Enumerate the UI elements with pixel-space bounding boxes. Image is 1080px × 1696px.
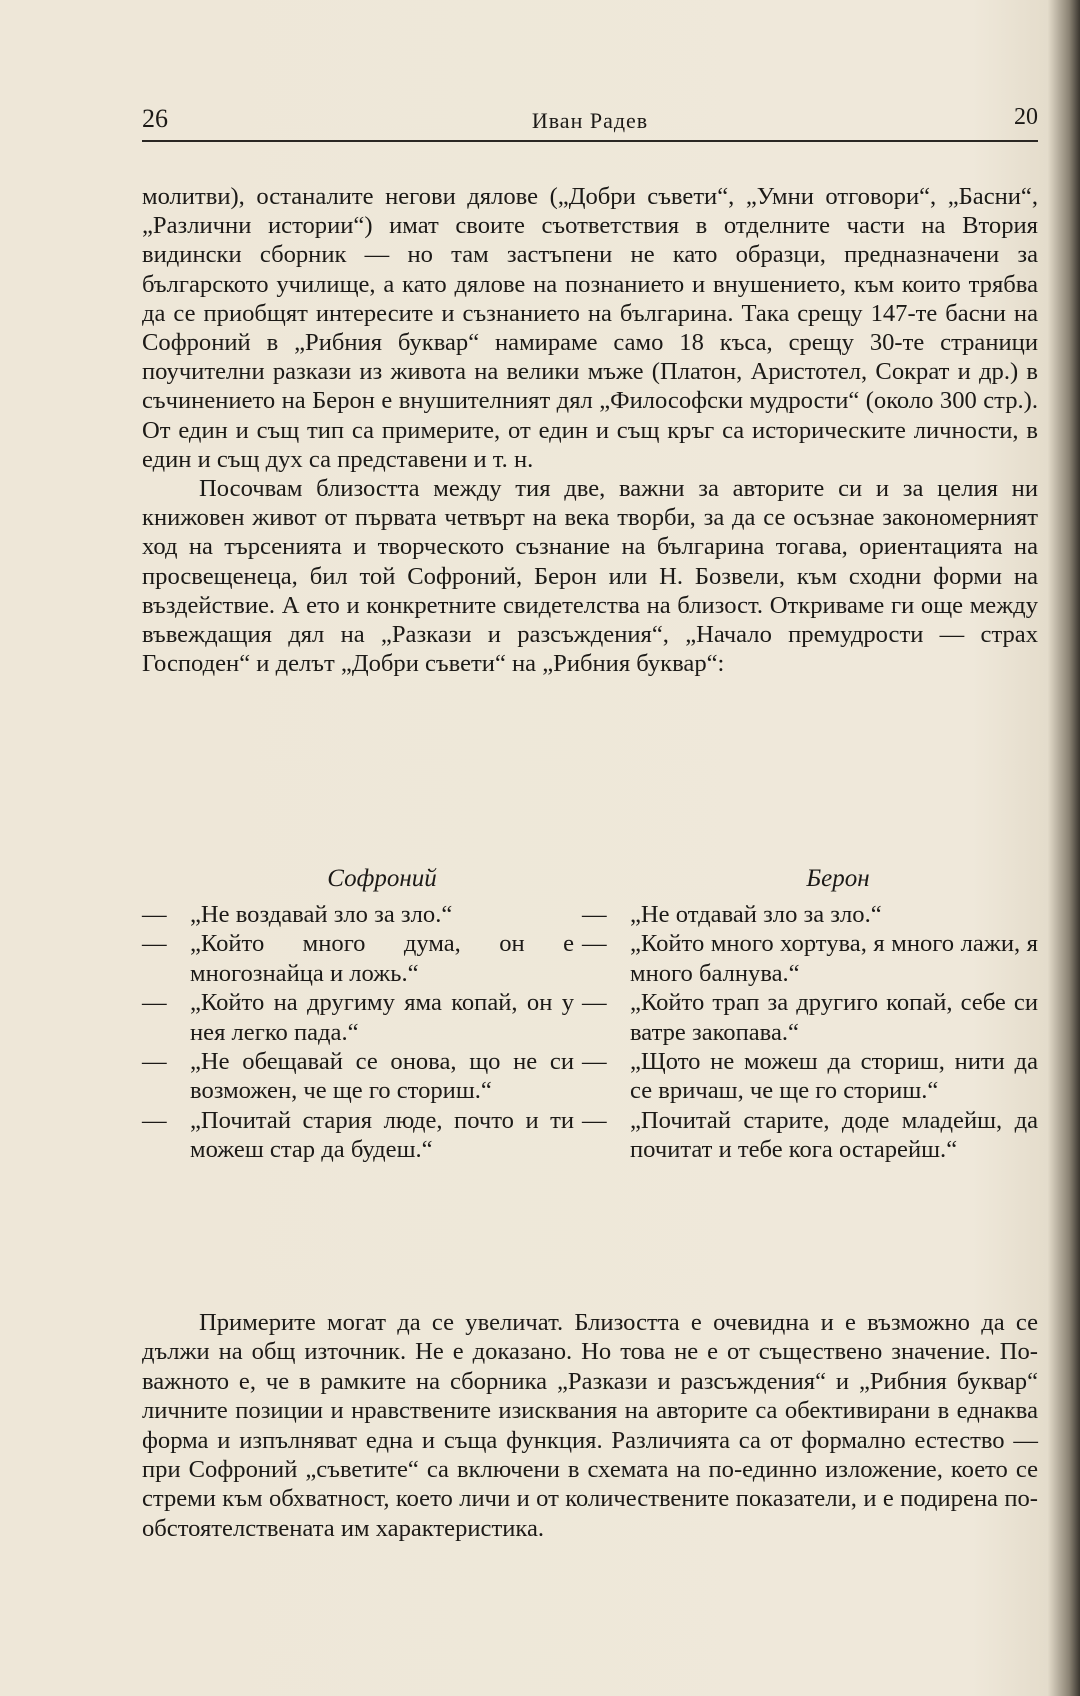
closing-text bbox=[142, 1308, 1038, 1543]
dash: — bbox=[142, 1048, 167, 1076]
quote-pair bbox=[142, 988, 1038, 1047]
sheet-number: 20 bbox=[1014, 104, 1038, 130]
dash: — bbox=[142, 901, 167, 928]
comparison-table bbox=[142, 864, 1038, 1165]
quote-sofroniy: „Почитай стария люде, почто и ти можеш стар да будеш.“ bbox=[190, 1106, 574, 1164]
quote-sofroniy: „Който много дума, он е многознайца и ложь.“ bbox=[190, 930, 574, 987]
header-rule bbox=[142, 140, 1038, 142]
quote-beron: „Който трап за другиго копай, себе си ватре закопава.“ bbox=[630, 989, 1038, 1046]
quote-sofroniy: „Не воздавай зло за зло.“ bbox=[190, 901, 453, 928]
quote-beron: „Щото не можеш да сториш, нити да се вричаш, че ще го сториш.“ bbox=[630, 1048, 1038, 1105]
column-heading-sofroniy: Софроний bbox=[327, 865, 437, 892]
paragraph: молитви), останалите негови дялове („Добри съвети“, „Умни отговори“, „Басни“, „Различни истории“) имат своите съответствия в отделните части на Втория видински сборник — но там застъпени не като образци, предназначени за българското училище, а като дялове на познанието и внушението, към които трябва да се приобщят интересите и съзнанието на българина. Така срещу 147-те басни на Софроний в „Рибния буквар“ намираме само 18 къса, срещу 30-те страници поучителни разкази из живота на велики мъже (Платон, Аристотел, Сократ и др.) в съчинението на Берон е внушителният дял „Философски мудрости“ (около 300 стр.). От един и същ тип са примерите, от един и същ кръг са историческите личности, в един и същ дух са представени и т. н. bbox=[142, 183, 1038, 473]
quote-pair bbox=[142, 1106, 1038, 1165]
page-number: 26 bbox=[142, 104, 168, 133]
quote-pair bbox=[142, 900, 1038, 929]
quote-beron: „Който много хортува, я много лажи, я много балнува.“ bbox=[630, 930, 1038, 987]
dash: — bbox=[582, 1048, 607, 1076]
quote-sofroniy: „Не обещавай се онова, що не си возможен, че ще го сториш.“ bbox=[190, 1048, 574, 1105]
quote-sofroniy: „Който на другиму яма копай, он у нея легко пада.“ bbox=[190, 989, 574, 1046]
column-heading-beron: Берон bbox=[806, 865, 870, 892]
body-text bbox=[142, 182, 1038, 678]
running-title: Иван Радев bbox=[531, 108, 649, 133]
paragraph: Примерите могат да се увеличат. Близостта е очевидна и е възможно да се дължи на общ източник. Не е доказано. Но това не е от съществено значение. По-важното е, че в рамките на сборника „Разкази и разсъждения“ и „Рибния буквар“ личните позиции и нравствените изисквания на авторите са обективирани в еднаква форма и изпълняват една и съща функция. Различията са от формално естество — при Софроний „съветите“ са включени в схемата на по-единно изложение, което се стреми към обхватност, което личи и от количествените показатели, и е подирена по-обстоятелствената им характеристика. bbox=[142, 1309, 1038, 1542]
dash: — bbox=[142, 989, 167, 1017]
dash: — bbox=[582, 930, 607, 958]
dash: — bbox=[142, 1106, 167, 1134]
quote-pair bbox=[142, 929, 1038, 988]
dash: — bbox=[582, 901, 607, 928]
quote-beron: „Не отдавай зло за зло.“ bbox=[630, 901, 882, 928]
running-head bbox=[142, 104, 1038, 144]
quote-pair bbox=[142, 1047, 1038, 1106]
dash: — bbox=[582, 989, 607, 1017]
dash: — bbox=[142, 930, 167, 958]
paragraph: Посочвам близостта между тия две, важни за авторите си и за целия ни книжовен живот от първата четвърт на века творби, за да се осъзнае закономерният ход на търсенията и творческото съзнание на българина тогава, ориентацията на просвещенеца, бил той Софроний, Берон или Н. Бозвели, към сходни форми на въздействие. А ето и конкретните свидетелства на близост. Откриваме ги още между въвеждащия дял на „Разкази и разсъждения“, „Начало премудрости — страх Господен“ и делът „Добри съвети“ на „Рибния буквар“: bbox=[142, 475, 1038, 678]
dash: — bbox=[582, 1106, 607, 1134]
quote-beron: „Почитай старите, доде младейш, да почитат и тебе кога остарейш.“ bbox=[630, 1106, 1038, 1164]
